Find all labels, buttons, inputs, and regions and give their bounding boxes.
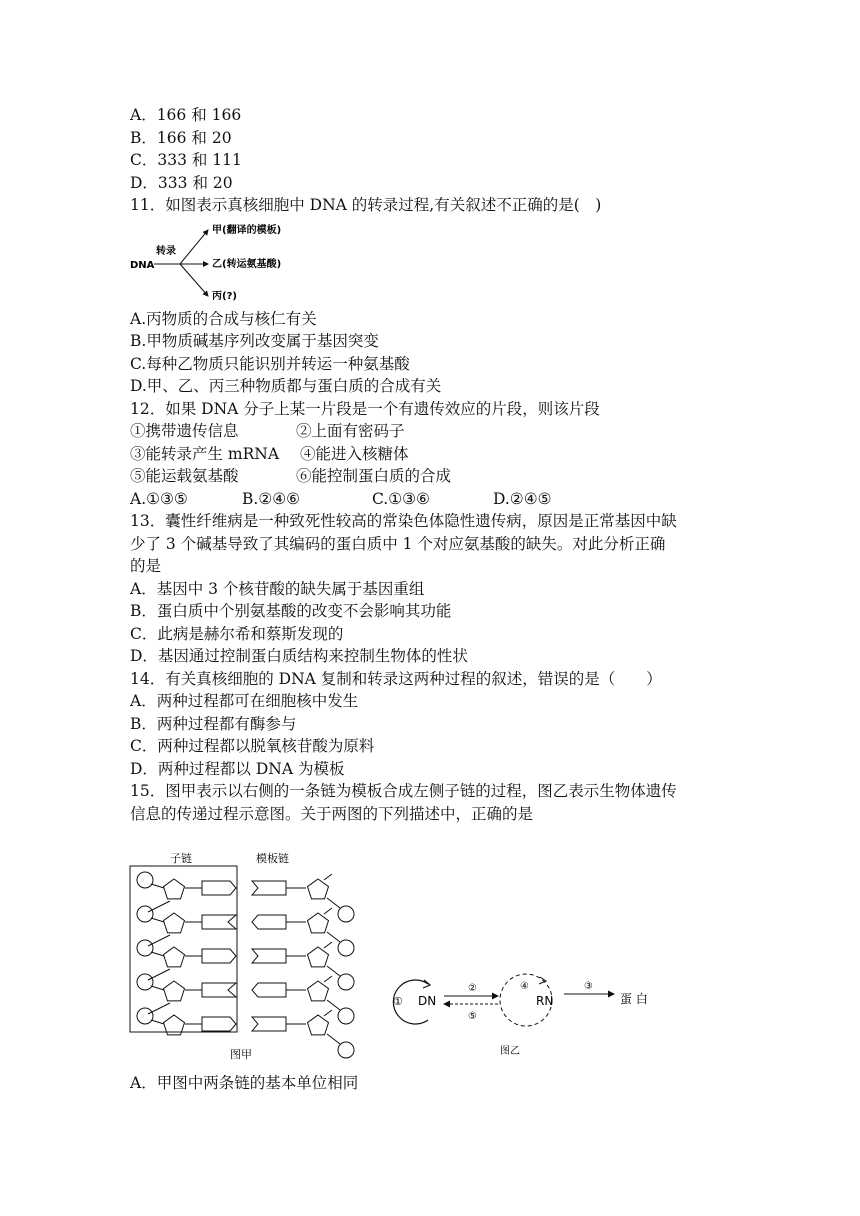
- daughter-sugar: [164, 981, 185, 1001]
- template-bond: [327, 1000, 340, 1010]
- q10-option-b: B．166 和 20: [130, 129, 232, 147]
- q11-arrow-down: [180, 264, 208, 296]
- template-bond: [327, 898, 340, 908]
- q12-item-2: ②上面有密码子: [296, 422, 405, 440]
- template-base: [252, 1017, 286, 1031]
- q13-option-d: D．基因通过控制蛋白质结构来控制生物体的性状: [130, 647, 468, 665]
- template-bond: [327, 1034, 340, 1044]
- q14-option-a: A．两种过程都可在细胞核中发生: [130, 692, 359, 710]
- daughter-sugar: [164, 947, 185, 967]
- q14-option-b: B．两种过程都有酶参与: [130, 715, 297, 733]
- q11-target-bing: 丙(?): [212, 291, 237, 302]
- template-sugar: [308, 913, 329, 933]
- q13-option-c: C．此病是赫尔希和蔡斯发现的: [130, 625, 344, 643]
- q15-daughter-strand-label: 子链: [170, 852, 192, 865]
- q12-option-c: C.①③⑥: [372, 490, 430, 508]
- template-bond-up: [324, 942, 332, 948]
- template-phosphate: [338, 974, 354, 990]
- daughter-bond: [151, 918, 164, 922]
- q11-stem: 11．如图表示真核细胞中 DNA 的转录过程,有关叙述不正确的是( ): [130, 196, 602, 214]
- q12-item-4: ④能进入核糖体: [300, 445, 409, 463]
- q13-option-b: B．蛋白质中个别氨基酸的改变不会影响其功能: [130, 602, 452, 620]
- daughter-base: [202, 949, 236, 963]
- q15-figure-a: [126, 848, 366, 1068]
- q15-step-5: ⑤: [468, 1011, 477, 1022]
- q15-node-rna: RN: [536, 994, 554, 1008]
- template-bond-up: [324, 976, 332, 982]
- daughter-sugar: [164, 879, 185, 899]
- q15-figure-b-caption: 图乙: [500, 1046, 520, 1057]
- daughter-base: [202, 915, 236, 929]
- q14-option-d: D．两种过程都以 DNA 为模板: [130, 760, 345, 778]
- q15-stem-line-2: 信息的传递过程示意图。关于两图的下列描述中，正确的是: [130, 805, 534, 823]
- template-base: [252, 983, 286, 997]
- q10-option-d: D．333 和 20: [130, 174, 233, 192]
- template-bond-up: [324, 1010, 332, 1016]
- q15-step-2: ②: [468, 983, 477, 994]
- template-sugar: [308, 947, 329, 967]
- q11-arrow-up: [180, 230, 208, 264]
- template-sugar: [308, 981, 329, 1001]
- template-base: [252, 949, 286, 963]
- q15-step-4: ④: [520, 981, 529, 992]
- daughter-phosphate: [137, 906, 153, 922]
- daughter-phosphate: [137, 1008, 153, 1024]
- q11-option-a: A.丙物质的合成与核仁有关: [130, 310, 317, 328]
- q10-option-a: A．166 和 166: [130, 106, 242, 124]
- q15-step-3: ③: [584, 981, 593, 992]
- daughter-phosphate: [137, 940, 153, 956]
- daughter-bond: [151, 986, 164, 990]
- template-base: [252, 881, 286, 895]
- q12-item-1: ①携带遗传信息: [130, 422, 239, 440]
- q13-stem-line-2: 少了 3 个碱基导致了其编码的蛋白质中 1 个对应氨基酸的缺失。对此分析正确: [130, 535, 666, 553]
- q13-stem-line-1: 13．囊性纤维病是一种致死性较高的常染色体隐性遗传病，原因是正常基因中缺: [130, 512, 677, 530]
- q12-item-3: ③能转录产生 mRNA: [130, 445, 280, 463]
- q11-transcription-label: 转录: [156, 246, 176, 257]
- daughter-sugar: [164, 913, 185, 933]
- template-bond-up: [324, 874, 332, 880]
- daughter-backbone: [148, 1003, 170, 1014]
- q15-node-protein: 蛋 白: [620, 992, 648, 1006]
- daughter-backbone: [148, 969, 170, 980]
- template-sugar: [308, 879, 329, 899]
- daughter-bond: [151, 1020, 164, 1024]
- q15-figure-a-caption: 图甲: [230, 1048, 252, 1061]
- q11-option-d: D.甲、乙、丙三种物质都与蛋白质的合成有关: [130, 377, 442, 395]
- template-base: [252, 915, 286, 929]
- q13-option-a: A．基因中 3 个核苷酸的缺失属于基因重组: [130, 580, 425, 598]
- q15-step-1: ①: [393, 995, 403, 1008]
- daughter-base: [202, 983, 236, 997]
- q11-option-b: B.甲物质碱基序列改变属于基因突变: [130, 332, 379, 350]
- q15-figure-b: [380, 968, 660, 1060]
- q12-option-a: A.①③⑤: [130, 490, 188, 508]
- daughter-phosphate: [137, 974, 153, 990]
- q14-stem: 14．有关真核细胞的 DNA 复制和转录这两种过程的叙述，错误的是（ ）: [130, 670, 662, 688]
- q15-stem-line-1: 15．图甲表示以右侧的一条链为模板合成左侧子链的过程，图乙表示生物体遗传: [130, 782, 677, 800]
- template-sugar: [308, 1015, 329, 1035]
- q10-option-c: C．333 和 111: [130, 151, 242, 169]
- q12-stem: 12．如果 DNA 分子上某一片段是一个有遗传效应的片段，则该片段: [130, 400, 600, 418]
- template-bond-up: [324, 908, 332, 914]
- template-phosphate: [338, 940, 354, 956]
- daughter-bond: [151, 952, 164, 956]
- q12-item-5: ⑤能运载氨基酸: [130, 467, 239, 485]
- q12-item-6: ⑥能控制蛋白质的合成: [296, 467, 452, 485]
- template-phosphate: [338, 1042, 354, 1058]
- q12-option-b: B.②④⑥: [242, 490, 301, 508]
- q15-template-strand-label: 模板链: [256, 852, 289, 865]
- daughter-base: [202, 1017, 236, 1031]
- q12-option-d: D.②④⑤: [493, 490, 552, 508]
- template-phosphate: [338, 906, 354, 922]
- daughter-phosphate: [137, 872, 153, 888]
- q11-option-c: C.每种乙物质只能识别并转运一种氨基酸: [130, 355, 410, 373]
- daughter-bond: [151, 884, 164, 888]
- q14-option-c: C．两种过程都以脱氧核苷酸为原料: [130, 737, 375, 755]
- template-bond: [327, 932, 340, 942]
- q11-dna-label: DNA: [130, 260, 155, 271]
- q13-stem-line-3: 的是: [130, 557, 162, 575]
- daughter-backbone: [148, 901, 170, 912]
- template-phosphate: [338, 1008, 354, 1024]
- daughter-backbone: [148, 935, 170, 946]
- q11-target-jia: 甲(翻译的模板): [212, 225, 282, 236]
- q15-option-a: A．甲图中两条链的基本单位相同: [130, 1074, 359, 1092]
- daughter-base: [202, 881, 236, 895]
- q15-node-dna: DN: [418, 994, 437, 1008]
- template-bond: [327, 966, 340, 976]
- q11-transcription-figure: [130, 218, 300, 304]
- q11-target-yi: 乙(转运氨基酸): [212, 259, 282, 270]
